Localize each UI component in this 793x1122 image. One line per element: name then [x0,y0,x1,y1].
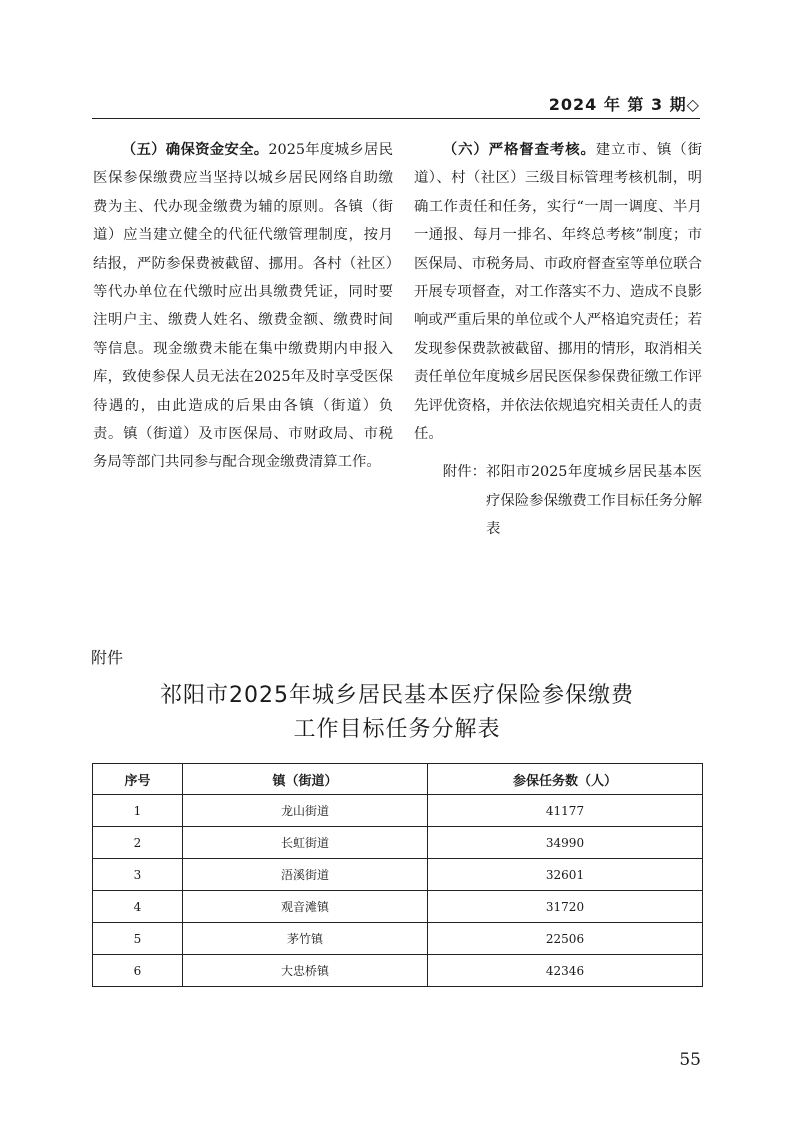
cell-task-count: 42346 [428,955,703,987]
table-row [93,795,703,827]
cell-town: 浯溪街道 [183,859,428,891]
cell-task-count: 34990 [428,827,703,859]
attachment-title-line2: 工作目标任务分解表 [293,717,501,742]
page-header [92,92,700,119]
table-row [93,827,703,859]
header-town: 镇（街道） [183,764,428,795]
cell-town: 观音滩镇 [183,891,428,923]
cell-serial: 5 [93,923,183,955]
table-row [93,891,703,923]
cell-task-count: 32601 [428,859,703,891]
table-row [93,859,703,891]
table-row [93,923,703,955]
attachment-title-line1: 祁阳市2025年城乡居民基本医疗保险参保缴费 [160,683,634,708]
cell-serial: 4 [93,891,183,923]
issue-label: 2024 年 第 3 期◇ [548,95,700,114]
section-six-body: 建立市、镇（街道）、村（社区）三级目标管理考核机制，明确工作责任和任务，实行“一周一调度、半月一通报、每月一排名、年终总考核”制度；市医保局、市税务局、市政府督查室等单位联合开展专项督查，对工作落实不力、造成不良影响或严重后果的单位或个人严格追究责任；若发现参保费款被截留、挪用的情形，取消相关责任单位年度城乡居民医保参保费征缴工作评先评优资格，并依法依规追究相关责任人的责任。 [414,142,702,443]
header-task-count: 参保任务数（人） [428,764,703,795]
section-six-heading: （六）严格督查考核。 [442,141,596,158]
section-five-heading: （五）确保资金安全。 [121,141,269,158]
page-number: 55 [679,1050,701,1070]
left-column [93,136,393,477]
cell-serial: 6 [93,955,183,987]
table-row [93,955,703,987]
cell-serial: 2 [93,827,183,859]
header-serial: 序号 [93,764,183,795]
section-five-paragraph [93,136,393,477]
cell-task-count: 22506 [428,923,703,955]
cell-town: 茅竹镇 [183,923,428,955]
attachment-note-text: 祁阳市2025年度城乡居民基本医疗保险参保缴费工作目标任务分解表 [485,464,702,538]
right-column [414,136,702,544]
cell-town: 大忠桥镇 [183,955,428,987]
cell-town: 龙山街道 [183,795,428,827]
attachment-label: 附件 [91,648,124,667]
cell-town: 长虹街道 [183,827,428,859]
attachment-note [414,458,702,543]
task-table [92,763,703,987]
table-header-row [93,764,703,795]
attachment-note-label: 附件： [442,464,486,481]
cell-serial: 3 [93,859,183,891]
section-five-body: 2025年度城乡居民医保参保缴费应当坚持以城乡居民网络自助缴费为主、代办现金缴费为辅的原则。各镇（街道）应当建立健全的代征代缴管理制度，按月结报，严防参保费被截留、挪用。各村（社区）等代办单位在代缴时应出具缴费凭证，同时要注明户主、缴费人姓名、缴费金额、缴费时间等信息。现金缴费未能在集中缴费期内申报入库，致使参保人员无法在2025年及时享受医保待遇的，由此造成的后果由各镇（街道）负责。镇（街道）及市医保局、市财政局、市税务局等部门共同参与配合现金缴费清算工作。 [93,142,393,471]
cell-task-count: 41177 [428,795,703,827]
section-six-paragraph [414,136,702,448]
cell-task-count: 31720 [428,891,703,923]
cell-serial: 1 [93,795,183,827]
